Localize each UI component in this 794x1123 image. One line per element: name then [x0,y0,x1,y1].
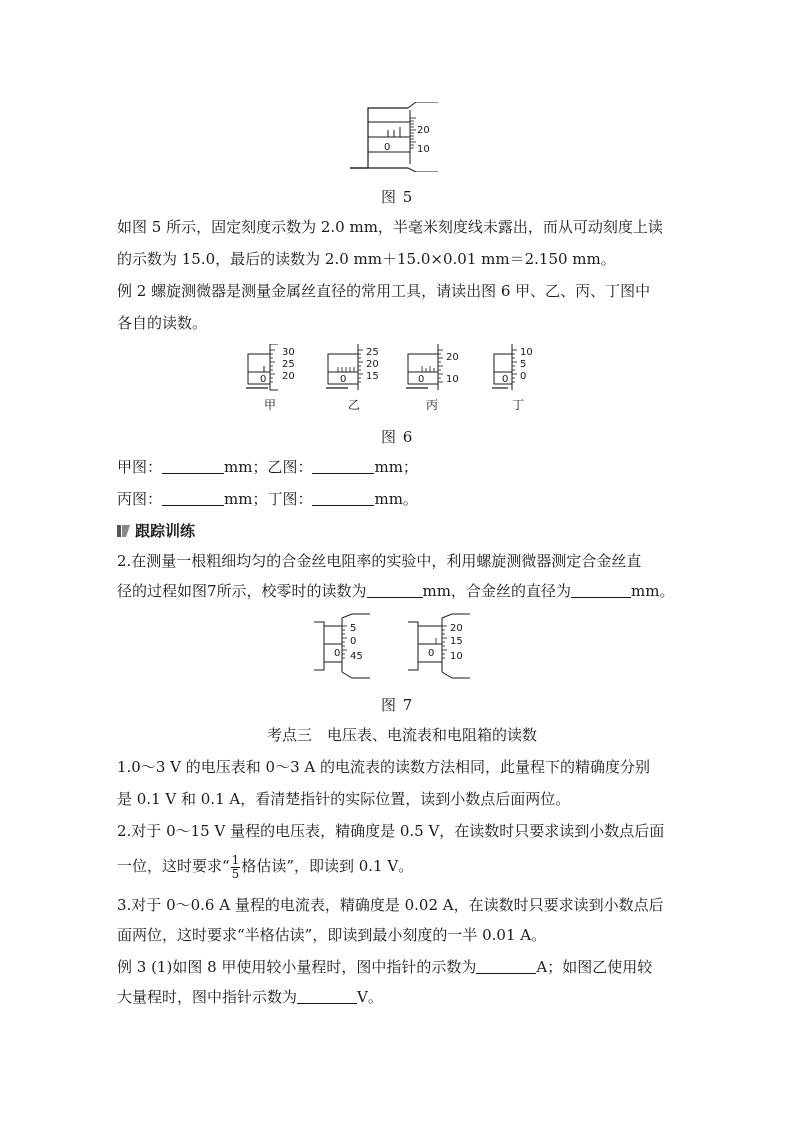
example2-line1: 例 2 螺旋测微器是测量金属丝直径的常用工具，请读出图 6 甲、乙、丙、丁图中 [117,282,651,300]
point2-text-b: 格估读”，即读到 0.1 V。 [241,857,414,875]
fig6-jia-label-30: 30 [282,347,295,358]
fraction-numerator: 1 [231,852,240,867]
para1-line2: 的示数为 15.0，最后的读数为 2.0 mm＋15.0×0.01 mm＝2.150 mm。 [117,250,616,268]
fig6-bing-zero: 0 [418,374,425,385]
answers6-row2 [117,488,687,510]
point2-text-a: 一位，这时要求“ [117,857,230,875]
point2-line2 [117,850,687,882]
answer-label-bing: 丙图： [117,490,163,508]
answer-unit-ding: mm。 [374,490,418,508]
fig6-ding-zero: 0 [502,374,509,385]
fraction-denominator: 5 [231,866,240,881]
fig6-panel-ding [492,344,533,390]
fig6-yi-zero: 0 [340,374,347,385]
example3-text-a: 例 3 (1)如图 8 甲使用较小量程时，图中指针的示数为 [117,958,477,976]
fig7-left-label-45: 45 [350,651,363,662]
answer-blank-ding[interactable] [312,489,374,506]
fig7-left-micrometer [314,614,370,678]
fig5-label-10: 10 [417,144,430,155]
fig6-ding-label-0: 0 [520,371,527,382]
figure-6-caption: 图 6 [381,428,414,446]
answer-unit-yi: mm； [374,458,418,476]
fig6-bing-label-20: 20 [446,352,459,363]
q2-blank-diameter[interactable] [571,581,631,598]
fig5-label-20: 20 [417,125,430,136]
answer-blank-bing[interactable] [162,489,224,506]
answers6-row1 [117,456,687,478]
q2-text-c: mm。 [631,582,675,600]
section-3-title: 考点三 电压表、电流表和电阻箱的读数 [266,726,537,744]
figure-6-micrometers [244,344,554,406]
point1-line1: 1.0～3 V 的电压表和 0～3 A 的电流表的读数方法相同，此量程下的精确度分别 [117,758,650,776]
example3-text-c: 大量程时，图中指针示数为 [117,988,298,1006]
fig7-left-label-0: 0 [350,636,357,647]
q2-text-b: mm，合金丝的直径为 [422,582,571,600]
fig6-jia-label-20: 20 [282,371,295,382]
figure-5-caption: 图 5 [381,188,414,206]
fig6-panel-bing [406,344,459,390]
figure-7-caption: 图 7 [381,696,414,714]
fig7-right-zero: 0 [428,648,435,659]
answer-unit-bing-label-ding: mm；丁图： [224,490,313,508]
fig6-bing-label-10: 10 [446,374,459,385]
point2-line1: 2.对于 0～15 V 量程的电压表，精确度是 0.5 V，在读数时只要求读到小数点后面 [117,822,665,840]
section-marker-icon [117,525,131,537]
tracking-label: 跟踪训练 [135,522,196,540]
fig6-yi-label-25: 25 [366,347,379,358]
fig6-sublabel-ding: 丁 [512,398,525,412]
point3-line2: 面两位，这时要求“半格估读”，即读到最小刻度的一半 0.01 A。 [117,926,547,944]
tracking-training-heading [117,520,195,541]
fig6-sublabel-jia: 甲 [264,398,277,412]
fig7-right-micrometer [408,614,470,678]
q2-line1: 2.在测量一根粗细均匀的合金丝电阻率的实验中，利用螺旋测微器测定合金丝直 [117,552,642,570]
answer-label-jia: 甲图： [117,458,163,476]
fig6-ding-label-5: 5 [520,359,527,370]
fig7-right-label-10: 10 [450,651,463,662]
fig6-yi-label-20: 20 [366,359,379,370]
fig6-ding-label-10: 10 [520,347,533,358]
example3-blank-current[interactable] [476,957,536,974]
fig6-sublabel-yi: 乙 [348,398,361,412]
fig6-sublabel-bing: 丙 [426,398,439,412]
example3-text-d: V。 [357,988,383,1006]
point3-line1: 3.对于 0～0.6 A 量程的电流表，精确度是 0.02 A，在读数时只要求读到小数点后 [117,896,664,914]
para1-line1: 如图 5 所示，固定刻度示数为 2.0 mm，半毫米刻度线未露出，而从可动刻度上读 [117,218,663,236]
fraction-one-fifth [231,854,241,881]
fig7-left-label-5: 5 [350,623,357,634]
example3-line1 [117,956,687,978]
q2-text-a: 径的过程如图7所示，校零时的读数为 [117,582,367,600]
answer-unit-jia-label-yi: mm；乙图： [224,458,313,476]
q2-blank-zero-reading[interactable] [367,581,423,598]
example3-line2 [117,986,687,1008]
fig7-right-label-20: 20 [450,623,463,634]
figure-5-micrometer [348,102,440,172]
fig6-panel-jia [246,344,295,390]
figure-7-micrometers [314,612,488,682]
fig6-jia-label-25: 25 [282,359,295,370]
q2-line2 [117,580,687,602]
example2-line2: 各自的读数。 [117,314,208,332]
answer-blank-yi[interactable] [312,457,374,474]
example3-text-b: A；如图乙使用较 [536,958,653,976]
fig6-yi-label-15: 15 [366,371,379,382]
fig5-zero-label: 0 [384,142,391,153]
fig7-right-label-15: 15 [450,636,463,647]
answer-blank-jia[interactable] [162,457,224,474]
fig7-left-zero: 0 [334,648,341,659]
fig6-panel-yi [326,344,379,390]
example3-blank-voltage[interactable] [297,987,357,1004]
fig6-jia-zero: 0 [260,374,267,385]
point1-line2: 是 0.1 V 和 0.1 A，看清楚指针的实际位置，读到小数点后面两位。 [117,790,571,808]
